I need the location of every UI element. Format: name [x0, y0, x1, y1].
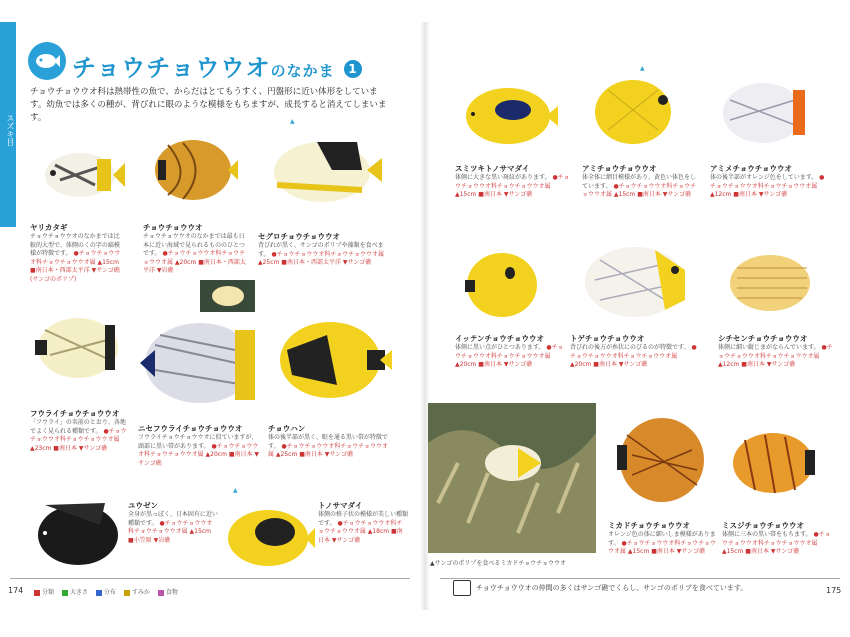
fish-desc	[455, 344, 567, 370]
legend-item: すみか	[131, 589, 150, 596]
side-tab-label: スズキ目	[6, 113, 15, 146]
fish-desc-text: チョウチョウウオのなかまでは比較的大型で、体側のくの字の縞模様が特徴です。	[30, 233, 120, 257]
fish-illustration	[30, 310, 125, 385]
fish-illustration	[715, 75, 810, 150]
fish-key: ●チョウチョウウオ科チョウチョウウオ属 ▲15cm ■南日本・西部太平洋 ▼サンゴ礁 (サンゴのポリプ)	[30, 250, 121, 283]
fish-desc-text: 全身が黒っぽく、日本固有に近い種類です。	[128, 511, 218, 527]
fish-desc-text: 背びれが黒く、サンゴのポリプや藻類を食べます。	[258, 242, 384, 258]
fish-key: ●チョウチョウウオ科チョウチョウウオ属 ▲20cm ■南日本・西部太平洋 ▼岩礁	[143, 250, 246, 274]
fish-name: ミカドチョウチョウウオ	[608, 521, 691, 530]
fish-desc-text: 「フウライ」の名前のとおり、各地でよく見られる種類です。	[30, 419, 126, 435]
page-number-left: 174	[8, 586, 24, 595]
fish-name: ヤリカタギ	[30, 223, 68, 232]
divider	[10, 578, 410, 579]
fish-desc	[718, 344, 833, 370]
coral-photo	[428, 403, 596, 553]
fish-desc	[608, 531, 718, 557]
fish-key: ●チョウチョウウオ科チョウチョウウオ属 ▲25cm ■南日本 ▼サンゴ礁	[268, 442, 388, 458]
fish-name: ミスジチョウチョウウオ	[722, 521, 805, 530]
fish-desc-text: 背びれの後方が糸状にのびるのが特徴です。	[570, 344, 690, 351]
fish-desc-text: 体の後半部が黒く、眼を通る黒い帯が特徴です。	[268, 434, 388, 450]
fish-icon	[28, 42, 66, 80]
fish-illustration	[148, 135, 238, 205]
fish-illustration	[35, 145, 125, 205]
legend-swatch	[124, 590, 130, 596]
fish-desc	[722, 531, 834, 557]
footnote: チョウチョウウオの仲間の多くはサンゴ礁でくらし、サンゴのポリプを食べています。	[476, 584, 748, 592]
fish-key: ●チョウチョウウオ科チョウチョウウオ属 ▲15cm ■南日本 ▼サンゴ礁	[722, 531, 831, 555]
fish-key: ●チョウチョウウオ科チョウチョウウオ属 ▲12cm ■南日本 ▼サンゴ礁	[718, 344, 833, 368]
fish-illustration	[612, 410, 712, 510]
fish-key: ●チョウチョウウオ科チョウチョウウオ属 ▲15cm ■南日本 ▼サンゴ礁	[455, 174, 570, 198]
fish-desc-text: 体側の格子状の模様が美しい種類です。	[318, 511, 409, 527]
legend-item: 大きさ	[69, 589, 88, 596]
divider	[440, 578, 840, 579]
fish-name: アミメチョウチョウウオ	[710, 164, 793, 173]
fish-key: ●チョウチョウウオ科チョウチョウウオ属 ▲12cm ■南日本 ▼サンゴ礁	[710, 174, 825, 198]
legend	[28, 587, 178, 596]
fish-illustration	[588, 70, 678, 150]
fish-name: ニセフウライチョウチョウウオ	[138, 424, 243, 433]
fish-desc-text: オレンジ色の体に細いしま模様があります。	[608, 531, 716, 547]
fish-desc-text: チョウチョウウオのなかまでは最も日本に近い海域で見られるもののひとつです。	[143, 233, 245, 257]
fish-illustration	[725, 425, 820, 500]
fish-name: セグロチョウチョウウオ	[258, 232, 341, 241]
fish-illustration	[135, 315, 260, 410]
fish-name: ユウゼン	[128, 501, 158, 510]
legend-swatch	[158, 590, 164, 596]
page-number-right: 175	[826, 586, 842, 595]
size-tag: ▲	[233, 487, 238, 494]
fish-name: フウライチョウチョウウオ	[30, 409, 120, 418]
fish-key: ●チョウチョウウオ科チョウチョウウオ属 ▲15cm ■南日本 ▼サンゴ礁	[608, 539, 716, 555]
fish-desc	[268, 434, 393, 460]
fish-name: チョウチョウウオ	[143, 223, 203, 232]
fish-illustration	[262, 130, 382, 210]
legend-swatch	[34, 590, 40, 596]
side-tab	[0, 22, 16, 227]
fish-name: イッテンチョウチョウウオ	[455, 334, 545, 343]
legend-item: 分布	[103, 589, 116, 596]
fish-key: ●チョウチョウウオ科チョウチョウウオ属 ▲20cm ■南日本 ▼サンゴ礁	[570, 344, 697, 368]
fish-illustration	[575, 240, 695, 325]
fish-desc	[582, 174, 697, 200]
legend-item: 分類	[42, 589, 55, 596]
fish-illustration	[722, 248, 817, 318]
fish-desc-text: 体側に細い縦じまがならんでいます。	[718, 344, 820, 351]
note-icon	[453, 580, 471, 596]
fish-illustration	[458, 78, 558, 148]
small-photo	[200, 280, 255, 312]
fish-desc	[30, 419, 130, 453]
fish-key: ●チョウチョウウオ科チョウチョウウオ属 ▲25cm ■南日本・西部太平洋 ▼サンゴ礁	[258, 250, 384, 266]
legend-swatch	[62, 590, 68, 596]
fish-key: ●チョウチョウウオ科チョウチョウウオ属 ▲23cm ■南日本 ▼サンゴ礁	[30, 427, 127, 452]
fish-desc-text: 体側に三本の黒い帯をもちます。	[722, 531, 812, 538]
fish-desc	[318, 511, 408, 545]
fish-name: シチセンチョウチョウウオ	[718, 334, 808, 343]
fish-illustration	[220, 500, 315, 570]
fish-key: ●チョウチョウウオ科チョウチョウウオ属 ▲20cm ■南日本 ▼サンゴ礁	[138, 442, 260, 467]
fish-illustration	[460, 245, 545, 325]
photo-caption: ▲サンゴのポリプを食べるミカドチョウチョウウオ	[430, 560, 566, 567]
fish-desc	[710, 174, 830, 200]
fish-name: トゲチョウチョウウオ	[570, 334, 645, 343]
fish-desc	[138, 434, 260, 468]
fish-desc	[143, 233, 248, 276]
fish-key: ●チョウチョウウオ科チョウチョウウオ属 ▲15cm ■小笠原 ▼岩礁	[128, 519, 213, 544]
legend-swatch	[96, 590, 102, 596]
fish-key: ●チョウチョウウオ科チョウチョウウオ属 ▲18cm ■南日本 ▼サンゴ礁	[318, 519, 403, 544]
intro-text: チョウチョウウオ科は熱帯性の魚で、からだはとてもうすく、円盤形に近い体形をしています。幼魚では多くの種が、背びれに眼のような模様をもちますが、成長すると消えてしまいます。	[30, 87, 387, 123]
fish-name: スミツキトノサマダイ	[455, 164, 530, 173]
title-number: 1	[344, 60, 362, 78]
fish-name: チョウハン	[268, 424, 306, 433]
fish-desc	[128, 511, 218, 545]
fish-desc-text: 体側に黒い点がひとつあります。	[455, 344, 545, 351]
page-title	[72, 48, 362, 83]
fish-desc	[30, 233, 125, 284]
fish-desc-text: フウライチョウチョウウオに似ていますが、頭部に黒い帯があります。	[138, 434, 258, 450]
fish-desc-text: 体側に大きな黒い斑紋があります。	[455, 174, 551, 181]
size-tag: ▲	[290, 118, 295, 125]
fish-name: トノサマダイ	[318, 501, 363, 510]
fish-desc	[258, 242, 388, 268]
legend-item: 食物	[165, 589, 178, 596]
size-tag: ▲	[640, 65, 645, 72]
title-sub: のなかま	[270, 62, 335, 80]
fish-desc-text: 体全体に網目模様があり、黄色い体色をしています。	[582, 174, 697, 190]
fish-name: アミチョウチョウウオ	[582, 164, 657, 173]
fish-desc-text: 体の後半部がオレンジ色をしています。	[710, 174, 818, 181]
title-main: チョウチョウウオ	[72, 54, 271, 82]
fish-key: ●チョウチョウウオ科チョウチョウウオ属 ▲20cm ■南日本 ▼サンゴ礁	[455, 344, 564, 368]
fish-desc	[455, 174, 570, 200]
fish-key: ●チョウチョウウオ科チョウチョウウオ属 ▲15cm ■南日本 ▼サンゴ礁	[582, 182, 697, 198]
fish-desc	[570, 344, 700, 370]
fish-illustration	[30, 495, 125, 570]
fish-illustration	[272, 315, 392, 405]
